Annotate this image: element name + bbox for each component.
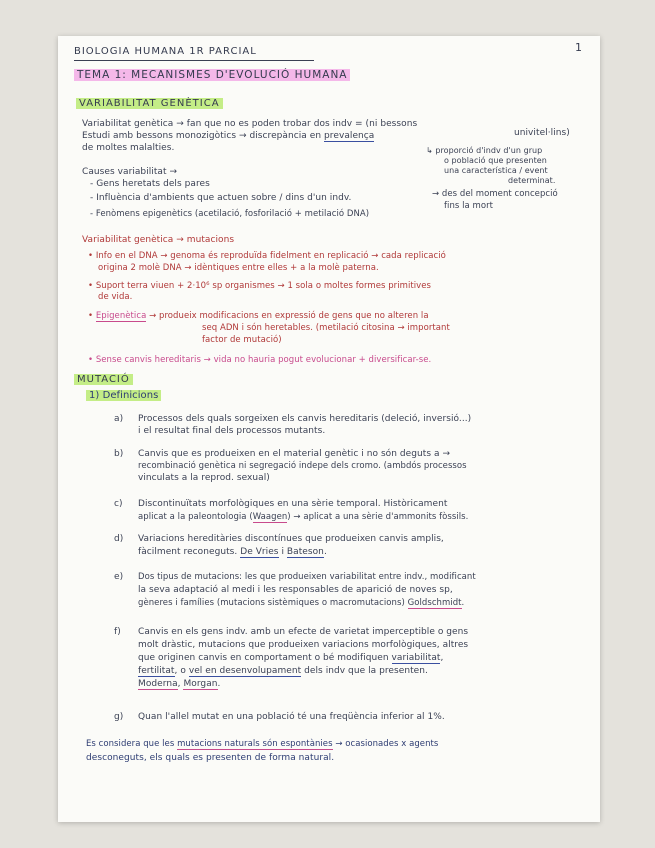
bullet-epigenetica-line-2: seq ADN i són heretables. (metilació citosina → important bbox=[202, 323, 450, 333]
section-variabilitat bbox=[76, 98, 223, 110]
term-bateson: Bateson bbox=[286, 547, 324, 557]
cause-item-2: - Influència d'ambients que actuen sobre / dins d'un indv. bbox=[90, 193, 352, 203]
term-moderna: Moderna bbox=[138, 679, 178, 689]
definition-e-line-2: la seva adaptació al medi i les responsables de aparició de noves sp, bbox=[138, 585, 453, 595]
bullet-epigenetica-text: → produeix modificacions en expressió de gens que no alteren la bbox=[146, 311, 429, 321]
variabilitat-line-2-text: Estudi amb bessons monozigòtics → discrepància en bbox=[82, 131, 325, 141]
bullet-species-line-2: de vida. bbox=[98, 292, 133, 302]
definition-f-line-5: Moderna, Morgan. bbox=[138, 679, 221, 689]
definition-a-label: a) bbox=[114, 414, 124, 424]
term-fertilitat: fertilitat bbox=[138, 666, 175, 676]
definition-g-line-1: Quan l'allel mutat en una població té una freqüència inferior al 1%. bbox=[138, 712, 445, 722]
term-goldschmidt: Goldschmidt bbox=[407, 598, 462, 608]
cause-item-1: - Gens heretats dels pares bbox=[90, 179, 210, 189]
definition-f-line-4: fertilitat, o vel en desenvolupament dels indv que la presenten. bbox=[138, 666, 428, 676]
variabilitat-line-3: de moltes malalties. bbox=[82, 143, 175, 153]
definition-f-line-2: molt dràstic, mutacions que produeixen variacions morfològiques, altres bbox=[138, 640, 469, 650]
definition-b-line-2: recombinació genètica ni segregació indepe dels cromo. (ambdós processos bbox=[138, 461, 467, 471]
term-de-vries: De Vries bbox=[240, 547, 279, 557]
cause-item-3: - Fenòmens epigenètics (acetilació, fosforilació + metilació DNA) bbox=[90, 209, 370, 219]
prevalenca-note-1: ↳ proporció d'indv d'un grup bbox=[426, 146, 543, 155]
definition-c-line-1: Discontinuïtats morfològiques en una sèrie temporal. Històricament bbox=[138, 499, 448, 509]
causes-brace-2: fins la mort bbox=[444, 201, 494, 211]
bullet-dna-line-1: • Info en el DNA → genoma és reproduïda fidelment en replicació → cada replicació bbox=[88, 251, 446, 261]
term-mutacions-espontanies: mutacions naturals són espontànies bbox=[177, 739, 333, 749]
definition-e-line-3: gèneres i famílies (mutacions sistèmiques o macromutacions) Goldschmidt. bbox=[138, 598, 465, 608]
bullet-species-line-1: • Suport terra viuen + 2·10⁶ sp organismes → 1 sola o moltes formes primitives bbox=[88, 281, 432, 291]
definition-f-line-1: Canvis en els gens indv. amb un efecte de varietat imperceptible o gens bbox=[138, 627, 469, 637]
definicions-highlight: 1) Definicions bbox=[86, 390, 161, 401]
topic-highlight: TEMA 1: MECANISMES D'EVOLUCIÓ HUMANA bbox=[74, 69, 350, 81]
bullet-hereditary-line: • Sense canvis hereditaris → vida no hauria pogut evolucionar + diversificar-se. bbox=[88, 355, 432, 365]
definition-f-line-3: que originen canvis en comportament o bé modifiquen variabilitat, bbox=[138, 653, 444, 663]
mutacio-heading: MUTACIÓ bbox=[74, 374, 133, 385]
definition-a-line-1: Processos dels quals sorgeixen els canvis hereditaris (deleció, inversió...) bbox=[138, 414, 472, 424]
term-epigenetica: Epigenètica bbox=[95, 311, 147, 321]
variabilitat-heading: VARIABILITAT GENÈTICA bbox=[76, 98, 223, 109]
bullet-dna-line-2: origina 2 molè DNA → idèntiques entre elles + a la molè paterna. bbox=[98, 263, 379, 273]
definition-c-line-2: aplicat a la paleontologia (Waagen) → aplicat a una sèrie d'ammonits fòssils. bbox=[138, 512, 469, 522]
term-morgan: Morgan bbox=[183, 679, 218, 689]
prevalenca-note-4: determinat. bbox=[508, 176, 556, 185]
definition-g-label: g) bbox=[114, 712, 124, 722]
definition-c-label: c) bbox=[114, 499, 123, 509]
prevalenca-note-3: una característica / event bbox=[444, 166, 548, 175]
notes-page bbox=[58, 36, 600, 822]
term-waagen: Waagen bbox=[252, 512, 288, 522]
section-mutacio bbox=[74, 374, 133, 386]
page-number: 1 bbox=[575, 41, 583, 54]
term-prevalenca: prevalença bbox=[324, 131, 375, 141]
definition-d-label: d) bbox=[114, 534, 124, 544]
bullet-epigenetica-line-3: factor de mutació) bbox=[202, 335, 282, 345]
variabilitat-line-1-aside: univitel·lins) bbox=[514, 128, 570, 138]
definicions-heading bbox=[86, 390, 161, 402]
definition-f-label: f) bbox=[114, 627, 121, 637]
topic-title bbox=[74, 69, 350, 81]
definition-d-line-2: fàcilment reconeguts. De Vries i Bateson. bbox=[138, 547, 327, 557]
variabilitat-line-1: Variabilitat genètica → fan que no es poden trobar dos indv = (ni bessons bbox=[82, 119, 418, 129]
variabilitat-line-2 bbox=[82, 130, 374, 142]
term-desenvolupament: vel en desenvolupament bbox=[188, 666, 302, 676]
definition-b-line-1: Canvis que es produeixen en el material genètic i no són deguts a → bbox=[138, 449, 451, 459]
header-underline bbox=[74, 60, 314, 61]
causes-title: Causes variabilitat → bbox=[82, 167, 178, 177]
causes-brace-1: → des del moment concepció bbox=[432, 189, 558, 199]
term-variabilitat: variabilitat bbox=[391, 653, 441, 663]
definition-d-line-1: Variacions hereditàries discontínues que produeixen canvis amplis, bbox=[138, 534, 444, 544]
bullet-epigenetica-line-1: • Epigenètica → produeix modificacions en expressió de gens que no alteren la bbox=[88, 311, 429, 321]
definition-e-label: e) bbox=[114, 572, 124, 582]
conclusion-line-2: desconeguts, els quals es presenten de forma natural. bbox=[86, 753, 335, 763]
definition-b-label: b) bbox=[114, 449, 124, 459]
sources-title: Variabilitat genètica → mutacions bbox=[82, 235, 235, 245]
course-header: BIOLOGIA HUMANA 1R PARCIAL bbox=[74, 46, 257, 57]
conclusion-line-1: Es considera que les mutacions naturals són espontànies → ocasionades x agents bbox=[86, 739, 439, 749]
definition-e-line-1: Dos tipus de mutacions: les que produeixen variabilitat entre indv., modificant bbox=[138, 572, 476, 582]
definition-b-line-3: vinculats a la reprod. sexual) bbox=[138, 473, 270, 483]
definition-a-line-2: i el resultat final dels processos mutants. bbox=[138, 426, 326, 436]
prevalenca-note-2: o població que presenten bbox=[444, 156, 547, 165]
